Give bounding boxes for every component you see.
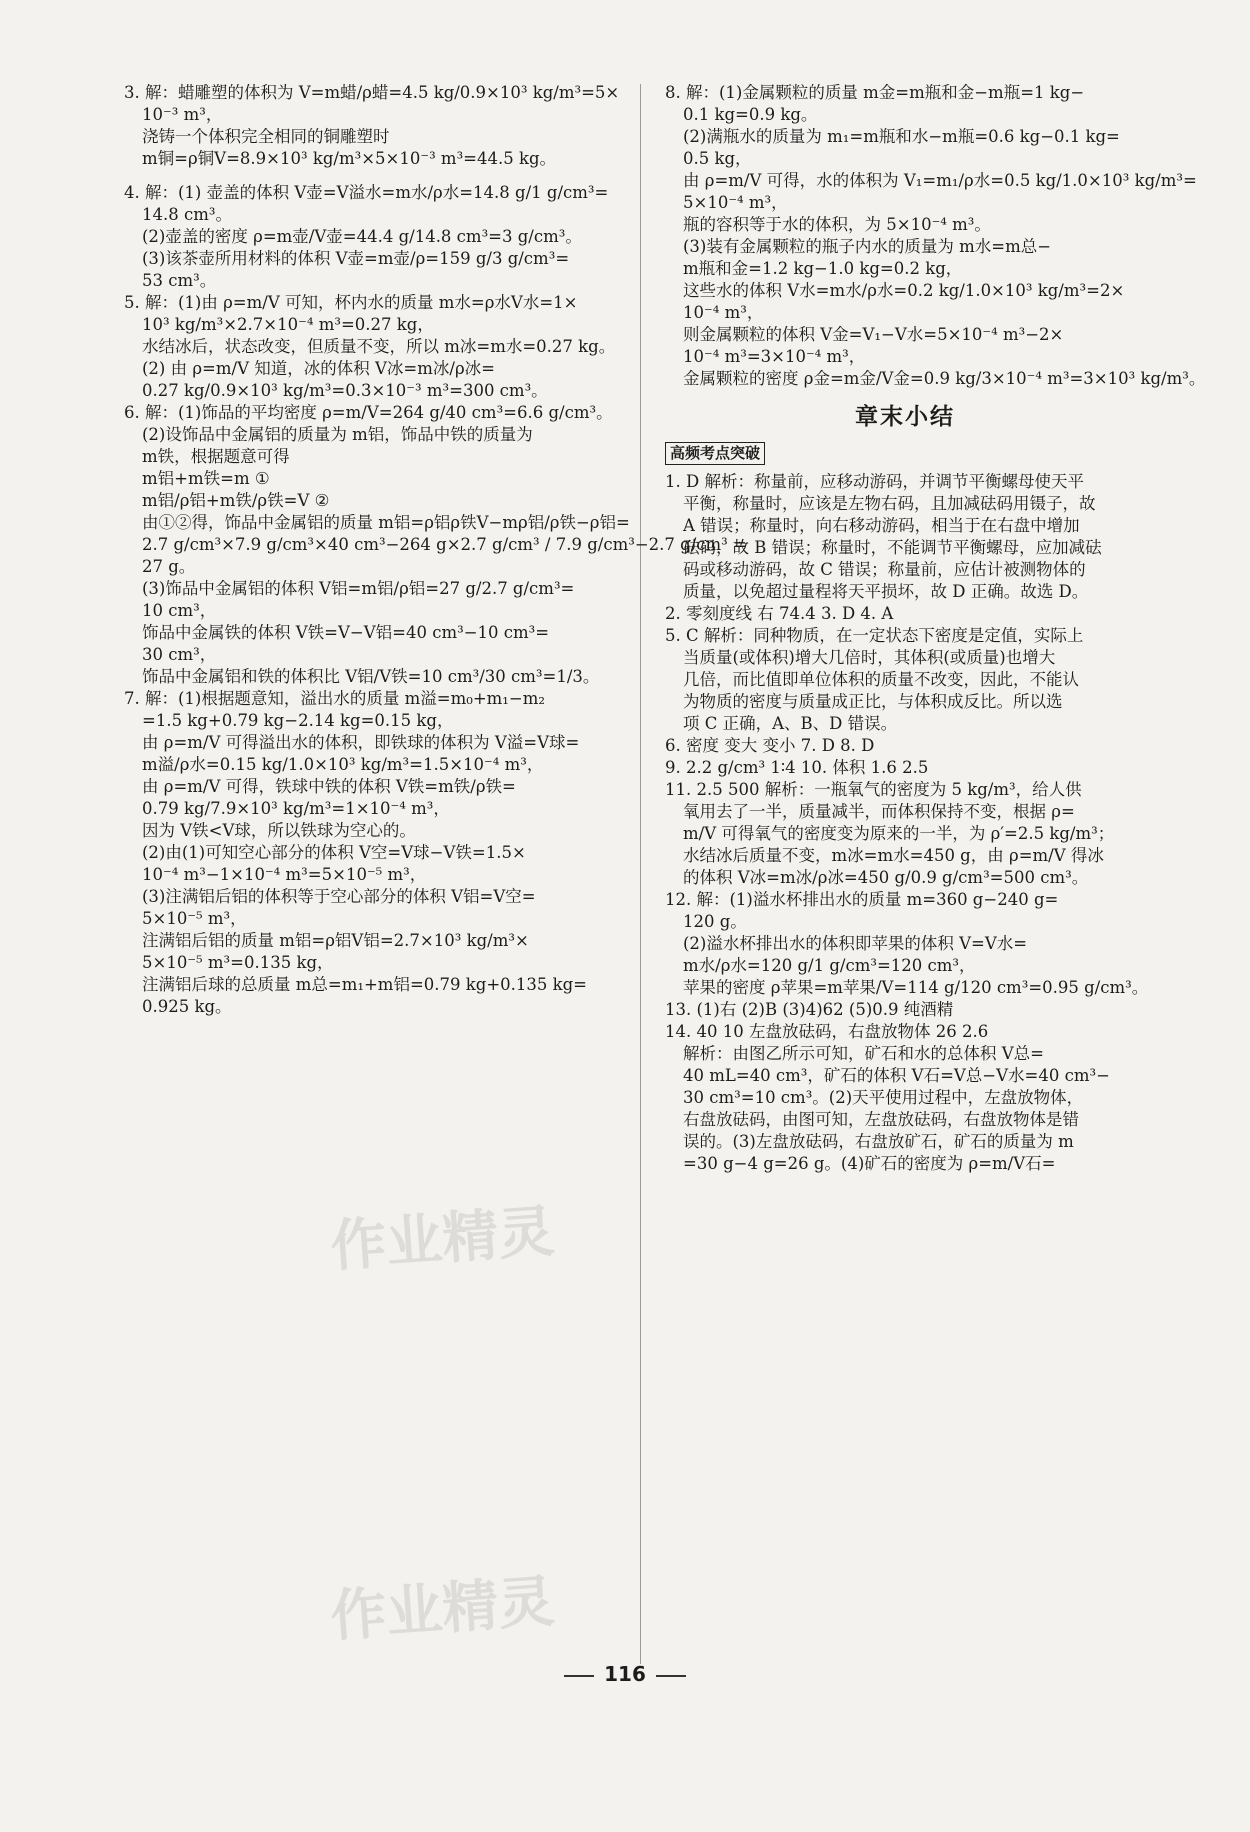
- text-line: 40 mL=40 cm³，矿石的体积 V石=V总−V水=40 cm³−: [683, 1066, 1110, 1085]
- text-line: (2) 由 ρ=m/V 知道，冰的体积 V冰=m冰/ρ冰=: [142, 359, 495, 378]
- text-line: 10 cm³，: [142, 601, 217, 620]
- text-line: 0.79 kg/7.9×10³ kg/m³=1×10⁻⁴ m³，: [142, 799, 450, 818]
- text-line: (3)饰品中金属铝的体积 V铝=m铝/ρ铝=27 g/2.7 g/cm³=: [142, 579, 575, 598]
- text-line: 金属颗粒的密度 ρ金=m金/V金=0.9 kg/3×10⁻⁴ m³=3×10³ kg/m³。: [683, 369, 1206, 388]
- right-column-bottom: [665, 471, 1149, 1175]
- text-line: m铝+m铁=m ①: [142, 469, 270, 488]
- right-column: [665, 82, 1206, 1175]
- page-number-text: 116: [604, 1662, 646, 1686]
- text-line: 解析：由图乙所示可知，矿石和水的总体积 V总=: [683, 1044, 1044, 1063]
- text-line: 0.27 kg/0.9×10³ kg/m³=0.3×10⁻³ m³=300 cm³。: [142, 381, 548, 400]
- text-line: 9. 2.2 g/cm³ 1∶4 10. 体积 1.6 2.5: [665, 758, 929, 777]
- text-line: 2.7 g/cm³×7.9 g/cm³×40 cm³−264 g×2.7 g/cm³ / 7.9 g/cm³−2.7 g/cm³ =: [142, 535, 747, 554]
- subsection-label: 高频考点突破: [665, 442, 765, 465]
- text-line: 53 cm³。: [142, 271, 217, 290]
- text-line: 0.925 kg。: [142, 997, 232, 1016]
- text-line: 几倍，而比值即单位体积的质量不改变，因此，不能认: [683, 670, 1079, 689]
- text-line: 14. 40 10 左盘放砝码，右盘放物体 26 2.6: [665, 1022, 989, 1041]
- text-line: 由 ρ=m/V 可得，水的体积为 V₁=m₁/ρ水=0.5 kg/1.0×10³ kg/m³=: [683, 171, 1197, 190]
- text-line: 误的。(3)左盘放砝码，右盘放矿石，矿石的质量为 m: [683, 1132, 1074, 1151]
- text-line: 项 C 正确，A、B、D 错误。: [683, 714, 898, 733]
- text-line: (2)设饰品中金属铝的质量为 m铝，饰品中铁的质量为: [142, 425, 533, 444]
- text-line: 的体积 V冰=m冰/ρ冰=450 g/0.9 g/cm³=500 cm³。: [683, 868, 1089, 887]
- text-line: m水/ρ水=120 g/1 g/cm³=120 cm³，: [683, 956, 976, 975]
- watermark: 作业精灵: [328, 1199, 557, 1280]
- text-line: 注满铝后铝的质量 m铝=ρ铝V铝=2.7×10³ kg/m³×: [142, 931, 529, 950]
- text-line: 水结冰后质量不变，m冰=m水=450 g，由 ρ=m/V 得冰: [683, 846, 1104, 865]
- text-line: 水结冰后，状态改变，但质量不变，所以 m冰=m水=0.27 kg。: [142, 337, 616, 356]
- text-line: =1.5 kg+0.79 kg−2.14 kg=0.15 kg，: [142, 711, 454, 730]
- text-line: m溢/ρ水=0.15 kg/1.0×10³ kg/m³=1.5×10⁻⁴ m³，: [142, 755, 544, 774]
- text-line: 由 ρ=m/V 可得溢出水的体积，即铁球的体积为 V溢=V球=: [142, 733, 580, 752]
- text-line: (2)由(1)可知空心部分的体积 V空=V球−V铁=1.5×: [142, 843, 526, 862]
- text-line: 5×10⁻⁵ m³=0.135 kg，: [142, 953, 334, 972]
- watermark: 作业精灵: [328, 1569, 557, 1650]
- text-line: 6. 密度 变大 变小 7. D 8. D: [665, 736, 875, 755]
- text-line: 为物质的密度与质量成正比，与体积成反比。所以选: [683, 692, 1063, 711]
- text-line: 12. 解：(1)溢水杯排出水的质量 m=360 g−240 g=: [665, 890, 1059, 909]
- text-line: 7. 解：(1)根据题意知，溢出水的质量 m溢=m₀+m₁−m₂: [124, 689, 546, 708]
- paragraph-gap: [124, 170, 624, 182]
- text-line: (2)壶盖的密度 ρ=m壶/V壶=44.4 g/14.8 cm³=3 g/cm³。: [142, 227, 582, 246]
- text-line: m/V 可得氧气的密度变为原来的一半，为 ρ′=2.5 kg/m³；: [683, 824, 1115, 843]
- text-line: 10³ kg/m³×2.7×10⁻⁴ m³=0.27 kg，: [142, 315, 434, 334]
- text-line: 饰品中金属铁的体积 V铁=V−V铝=40 cm³−10 cm³=: [142, 623, 550, 642]
- text-line: 砝码，故 B 错误；称量时，不能调节平衡螺母，应加减砝: [683, 538, 1102, 557]
- text-line: 6. 解：(1)饰品的平均密度 ρ=m/V=264 g/40 cm³=6.6 g/cm³。: [124, 403, 613, 422]
- text-line: m铁，根据题意可得: [142, 447, 290, 466]
- text-line: 8. 解：(1)金属颗粒的质量 m金=m瓶和金−m瓶=1 kg−: [665, 83, 1085, 102]
- text-line: 饰品中金属铝和铁的体积比 V铝/V铁=10 cm³/30 cm³=1/3。: [142, 667, 600, 686]
- text-line: m瓶和金=1.2 kg−1.0 kg=0.2 kg，: [683, 259, 963, 278]
- text-line: 注满铝后球的总质量 m总=m₁+m铝=0.79 kg+0.135 kg=: [142, 975, 588, 994]
- text-line: 浇铸一个体积完全相同的铜雕塑时: [142, 127, 390, 146]
- text-line: 码或移动游码，故 C 错误；称量前，应估计被测物体的: [683, 560, 1086, 579]
- text-line: 10⁻⁴ m³=3×10⁻⁴ m³，: [683, 347, 866, 366]
- text-line: 瓶的容积等于水的体积，为 5×10⁻⁴ m³。: [683, 215, 991, 234]
- text-line: 5. C 解析：同种物质，在一定状态下密度是定值，实际上: [665, 626, 1084, 645]
- right-column-top: [665, 82, 1206, 390]
- text-line: 11. 2.5 500 解析：一瓶氧气的密度为 5 kg/m³，给人供: [665, 780, 1082, 799]
- text-line: (3)注满铝后铝的体积等于空心部分的体积 V铝=V空=: [142, 887, 536, 906]
- text-line: 平衡，称量时，应该是左物右码，且加减砝码用镊子，故: [683, 494, 1096, 513]
- text-line: 30 cm³，: [142, 645, 217, 664]
- text-line: 1. D 解析：称量前，应移动游码，并调节平衡螺母使天平: [665, 472, 1084, 491]
- dash-right: [656, 1675, 686, 1677]
- text-line: 苹果的密度 ρ苹果=m苹果/V=114 g/120 cm³=0.95 g/cm³。: [683, 978, 1149, 997]
- text-line: 由 ρ=m/V 可得，铁球中铁的体积 V铁=m铁/ρ铁=: [142, 777, 516, 796]
- text-line: (3)装有金属颗粒的瓶子内水的质量为 m水=m总−: [683, 237, 1052, 256]
- text-line: 5×10⁻⁴ m³，: [683, 193, 788, 212]
- text-line: (2)溢水杯排出水的体积即苹果的体积 V=V水=: [683, 934, 1028, 953]
- text-line: A 错误；称量时，向右移动游码，相当于在右盘中增加: [683, 516, 1080, 535]
- text-line: 质量，以免超过量程将天平损坏，故 D 正确。故选 D。: [683, 582, 1089, 601]
- text-line: 0.1 kg=0.9 kg。: [683, 105, 818, 124]
- text-line: 120 g。: [683, 912, 747, 931]
- text-line: =30 g−4 g=26 g。(4)矿石的密度为 ρ=m/V石=: [683, 1154, 1056, 1173]
- text-line: 4. 解：(1) 壶盖的体积 V壶=V溢水=m水/ρ水=14.8 g/1 g/cm³=: [124, 183, 609, 202]
- text-line: 氧用去了一半，质量减半，而体积保持不变，根据 ρ=: [683, 802, 1075, 821]
- column-divider: [640, 84, 641, 1664]
- text-line: 10⁻³ m³，: [142, 105, 223, 124]
- section-title: 章末小结: [855, 404, 955, 430]
- text-line: 3. 解：蜡雕塑的体积为 V=m蜡/ρ蜡=4.5 kg/0.9×10³ kg/m³=5×: [124, 83, 620, 102]
- text-line: 这些水的体积 V水=m水/ρ水=0.2 kg/1.0×10³ kg/m³=2×: [683, 281, 1125, 300]
- text-line: 由①②得，饰品中金属铝的质量 m铝=ρ铝ρ铁V−mρ铝/ρ铁−ρ铝=: [142, 513, 630, 532]
- text-line: 2. 零刻度线 右 74.4 3. D 4. A: [665, 604, 894, 623]
- text-line: (3)该茶壶所用材料的体积 V壶=m壶/ρ=159 g/3 g/cm³=: [142, 249, 570, 268]
- text-line: 因为 V铁<V球，所以铁球为空心的。: [142, 821, 416, 840]
- text-line: 则金属颗粒的体积 V金=V₁−V水=5×10⁻⁴ m³−2×: [683, 325, 1064, 344]
- dash-left: [564, 1675, 594, 1677]
- text-line: 30 cm³=10 cm³。(2)天平使用过程中，左盘放物体，: [683, 1088, 1084, 1107]
- page-number: [0, 1662, 1250, 1686]
- text-line: 27 g。: [142, 557, 196, 576]
- text-line: 右盘放砝码，由图可知，左盘放砝码，右盘放物体是错: [683, 1110, 1079, 1129]
- text-line: 当质量(或体积)增大几倍时，其体积(或质量)也增大: [683, 648, 1056, 667]
- text-line: 5×10⁻⁵ m³，: [142, 909, 247, 928]
- text-line: 14.8 cm³。: [142, 205, 232, 224]
- text-line: m铜=ρ铜V=8.9×10³ kg/m³×5×10⁻³ m³=44.5 kg。: [142, 149, 557, 168]
- text-line: 10⁻⁴ m³−1×10⁻⁴ m³=5×10⁻⁵ m³，: [142, 865, 427, 884]
- text-line: 10⁻⁴ m³，: [683, 303, 764, 322]
- text-line: 5. 解：(1)由 ρ=m/V 可知，杯内水的质量 m水=ρ水V水=1×: [124, 293, 578, 312]
- text-line: (2)满瓶水的质量为 m₁=m瓶和水−m瓶=0.6 kg−0.1 kg=: [683, 127, 1120, 146]
- text-line: m铝/ρ铝+m铁/ρ铁=V ②: [142, 491, 330, 510]
- text-line: 13. (1)右 (2)B (3)4)62 (5)0.9 纯酒精: [665, 1000, 954, 1019]
- text-line: 0.5 kg，: [683, 149, 752, 168]
